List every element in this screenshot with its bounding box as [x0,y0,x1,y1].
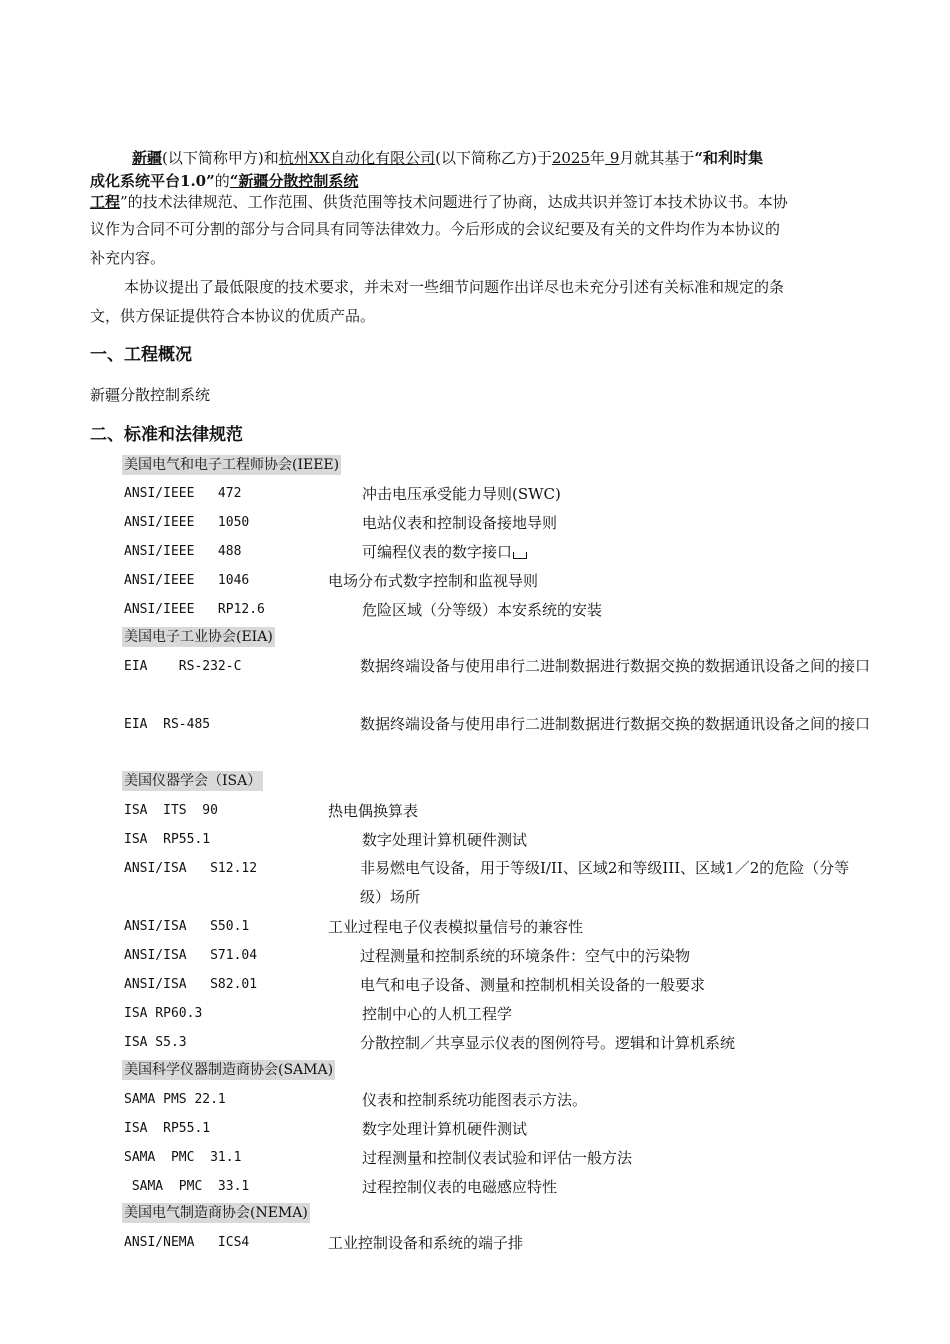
section-2-heading: 二、标准和法律规范 [90,425,243,445]
month-value: 9 [605,149,620,167]
std-code: ISA RP55.1 [124,832,211,847]
std-desc: 数据终端设备与使用串行二进制数据进行数据交换的数据通讯设备之间的接口 [360,715,871,733]
std-desc: 电场分布式数字控制和监视导则 [328,572,539,590]
std-desc: 非易燃电气设备，用于等级I/II、区域2和等级III、区域1／2的危险（分等级）场所 [360,859,850,906]
org-isa: 美国仪器学会（ISA） [124,773,262,789]
std-code: SAMA PMC 31.1 [124,1150,242,1165]
party-b-name: 杭州XX自动化有限公司 [278,149,436,167]
party-b-note: (以下简称乙方) [435,149,537,167]
std-desc: 冲击电压承受能力导则(SWC) [362,485,561,503]
std-code: ANSI/ISA S12.12 [124,861,258,876]
std-desc: 过程测量和控制系统的环境条件：空气中的污染物 [360,947,691,965]
std-desc: 过程测量和控制仪表试验和评估一般方法 [362,1149,633,1167]
org-eia: 美国电子工业协会(EIA) [124,629,273,645]
project-quote-start: “新疆分散控制系统 [229,172,359,190]
intro-line-4: 议作为合同不可分割的部分与合同具有同等法律效力。今后形成的会议纪要及有关的文件均作为本协议的 [90,220,781,238]
std-code: EIA RS-485 [124,717,211,732]
std-desc: 分散控制／共享显示仪表的图例符号。逻辑和计算机系统 [360,1034,736,1052]
std-desc: 可编程仪表的数字接口 [362,542,527,562]
std-code: ANSI/IEEE 1046 [124,573,250,588]
project-quote-end: 工程 [90,193,121,211]
intro-line-3 [90,192,788,212]
platform-quote-start: “和利时集 [694,149,764,167]
std-code: ANSI/ISA S82.01 [124,977,258,992]
std-code: ISA ITS 90 [124,803,218,818]
year-value: 2025 [551,149,591,167]
section-1-heading: 一、工程概况 [90,345,192,365]
std-desc: 过程控制仪表的电磁感应特性 [362,1178,558,1196]
org-ieee: 美国电气和电子工程师协会(IEEE) [124,457,340,473]
at-text: 于 [536,149,552,167]
org-nema: 美国电气制造商协会(NEMA) [124,1205,308,1221]
and-text: 和 [263,149,279,167]
std-code: ANSI/IEEE 472 [124,486,242,501]
intro-line-3-text: ”的技术法律规范、工作范围、供货范围等技术问题进行了协商，达成共识并签订本技术协议书。本协 [120,193,788,211]
std-code: ANSI/IEEE 488 [124,544,242,559]
intro-line-2 [90,171,358,191]
std-code: SAMA PMC 33.1 [124,1179,250,1194]
intro-line-5: 补充内容。 [90,249,166,267]
intro-line-1 [132,148,763,168]
std-desc: 仪表和控制系统功能图表示方法。 [362,1091,588,1109]
std-code: ANSI/IEEE 1050 [124,515,250,530]
std-code: EIA RS-232-C [124,659,242,674]
std-desc: 热电偶换算表 [328,802,419,820]
section-1-body: 新疆分散控制系统 [90,386,211,404]
std-desc: 数字处理计算机硬件测试 [362,831,528,849]
std-code: ISA RP55.1 [124,1121,211,1136]
std-desc: 工业过程电子仪表模拟量信号的兼容性 [328,918,584,936]
std-desc: 电气和电子设备、测量和控制机相关设备的一般要求 [360,976,706,994]
paragraph-mark-icon [513,552,527,559]
std-desc: 电站仪表和控制设备接地导则 [362,514,558,532]
std-code: ANSI/IEEE RP12.6 [124,602,265,617]
year-label: 年 [590,149,606,167]
party-a-note: (以下简称甲方) [162,149,264,167]
platform-quote-end: 成化系统平台1.0” [90,172,215,190]
std-code: ANSI/ISA S71.04 [124,948,258,963]
std-desc: 控制中心的人机工程学 [362,1005,513,1023]
std-desc: 危险区域（分等级）本安系统的安装 [362,601,603,619]
std-code: SAMA PMS 22.1 [124,1092,226,1107]
std-desc: 数据终端设备与使用串行二进制数据进行数据交换的数据通讯设备之间的接口 [360,657,871,675]
para2-line-2: 文，供方保证提供符合本协议的优质产品。 [90,307,376,325]
std-code: ISA RP60.3 [124,1006,203,1021]
party-a-name: 新疆 [132,149,163,167]
std-code: ISA S5.3 [124,1035,187,1050]
of-text: 的 [214,172,230,190]
org-sama: 美国科学仪器制造商协会(SAMA) [124,1062,334,1078]
para2-line-1: 本协议提出了最低限度的技术要求，并未对一些细节问题作出详尽也未充分引述有关标准和规定的条 [124,278,785,296]
std-desc: 数字处理计算机硬件测试 [362,1120,528,1138]
std-desc: 工业控制设备和系统的端子排 [328,1234,524,1252]
std-code: ANSI/NEMA ICS4 [124,1235,250,1250]
month-suffix: 月就其基于 [619,149,695,167]
std-code: ANSI/ISA S50.1 [124,919,250,934]
